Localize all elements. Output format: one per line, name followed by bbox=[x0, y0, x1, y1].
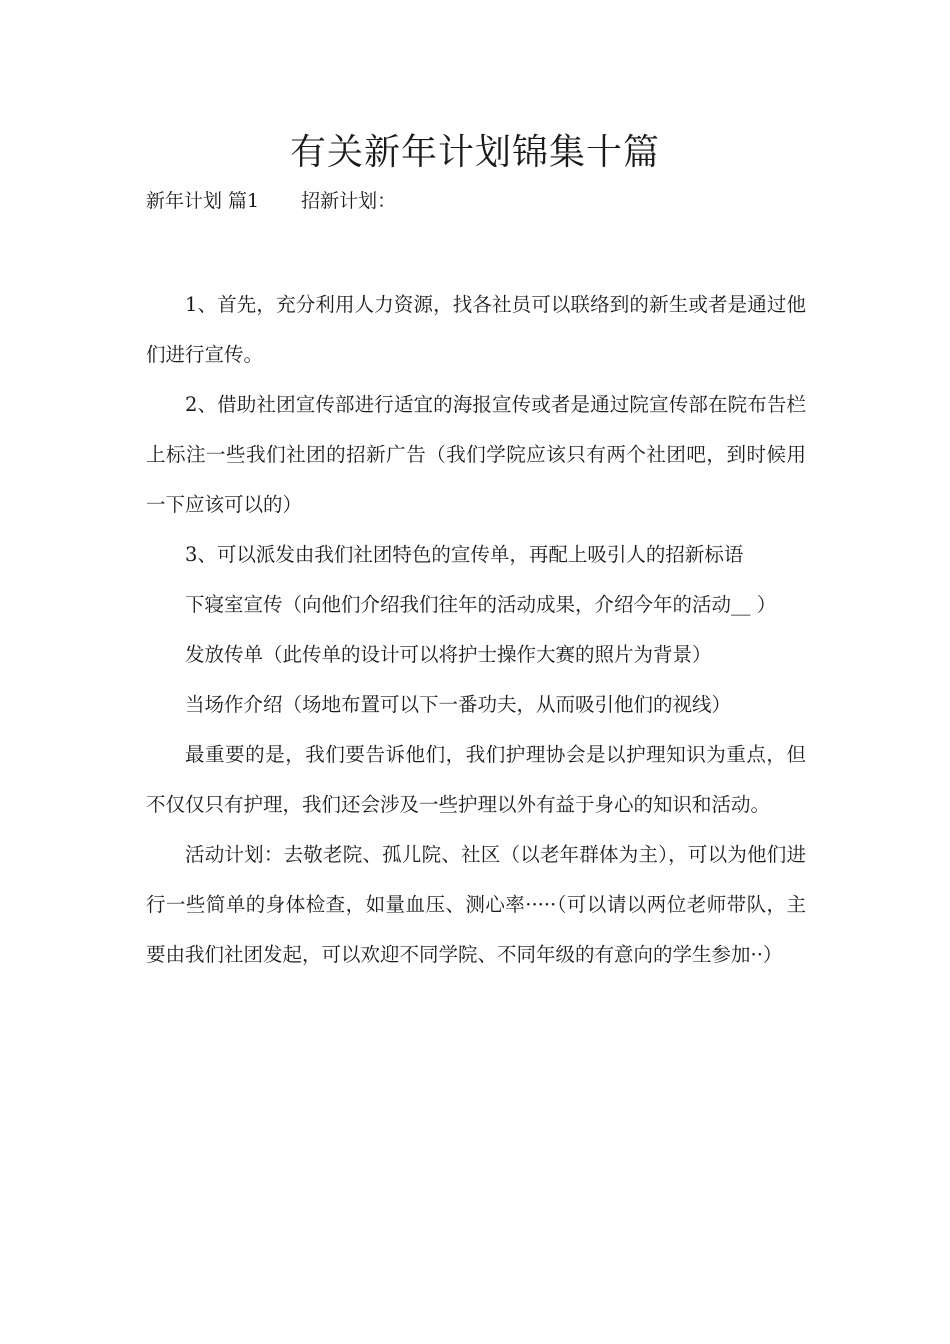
paragraph: 下寝室宣传（向他们介绍我们往年的活动成果，介绍今年的活动__ ） bbox=[185, 593, 777, 616]
paragraph: 当场作介绍（场地布置可以下一番功夫，从而吸引他们的视线） bbox=[185, 693, 732, 716]
document-body bbox=[146, 280, 806, 980]
paragraph: 3、可以派发由我们社团特色的宣传单，再配上吸引人的招新标语 bbox=[185, 543, 744, 566]
section-label: 新年计划 篇1 bbox=[146, 190, 260, 212]
paragraph: 最重要的是，我们要告诉他们，我们护理协会是以护理知识为重点，但不仅仅只有护理，我们还会涉及一些护理以外有益于身心的知识和活动。 bbox=[146, 743, 806, 816]
paragraph: 1、首先，充分利用人力资源，找各社员可以联络到的新生或者是通过他们进行宣传。 bbox=[146, 293, 806, 366]
section-header bbox=[146, 186, 396, 216]
section-subtitle: 招新计划： bbox=[301, 190, 397, 212]
document-title: 有关新年计划锦集十篇 bbox=[289, 132, 660, 173]
paragraph: 发放传单（此传单的设计可以将护士操作大赛的照片为背景） bbox=[185, 643, 712, 666]
paragraph: 活动计划：去敬老院、孤儿院、社区（以老年群体为主），可以为他们进行一些简单的身体检查，如量血压、测心率·····（可以请以两位老师带队，主要由我们社团发起，可以欢迎不同学院、不同年级的有意向的学生参加··） bbox=[146, 843, 806, 966]
paragraph: 2、借助社团宣传部进行适宜的海报宣传或者是通过院宣传部在院布告栏上标注一些我们社团的招新广告（我们学院应该只有两个社团吧，到时候用一下应该可以的） bbox=[146, 393, 806, 516]
